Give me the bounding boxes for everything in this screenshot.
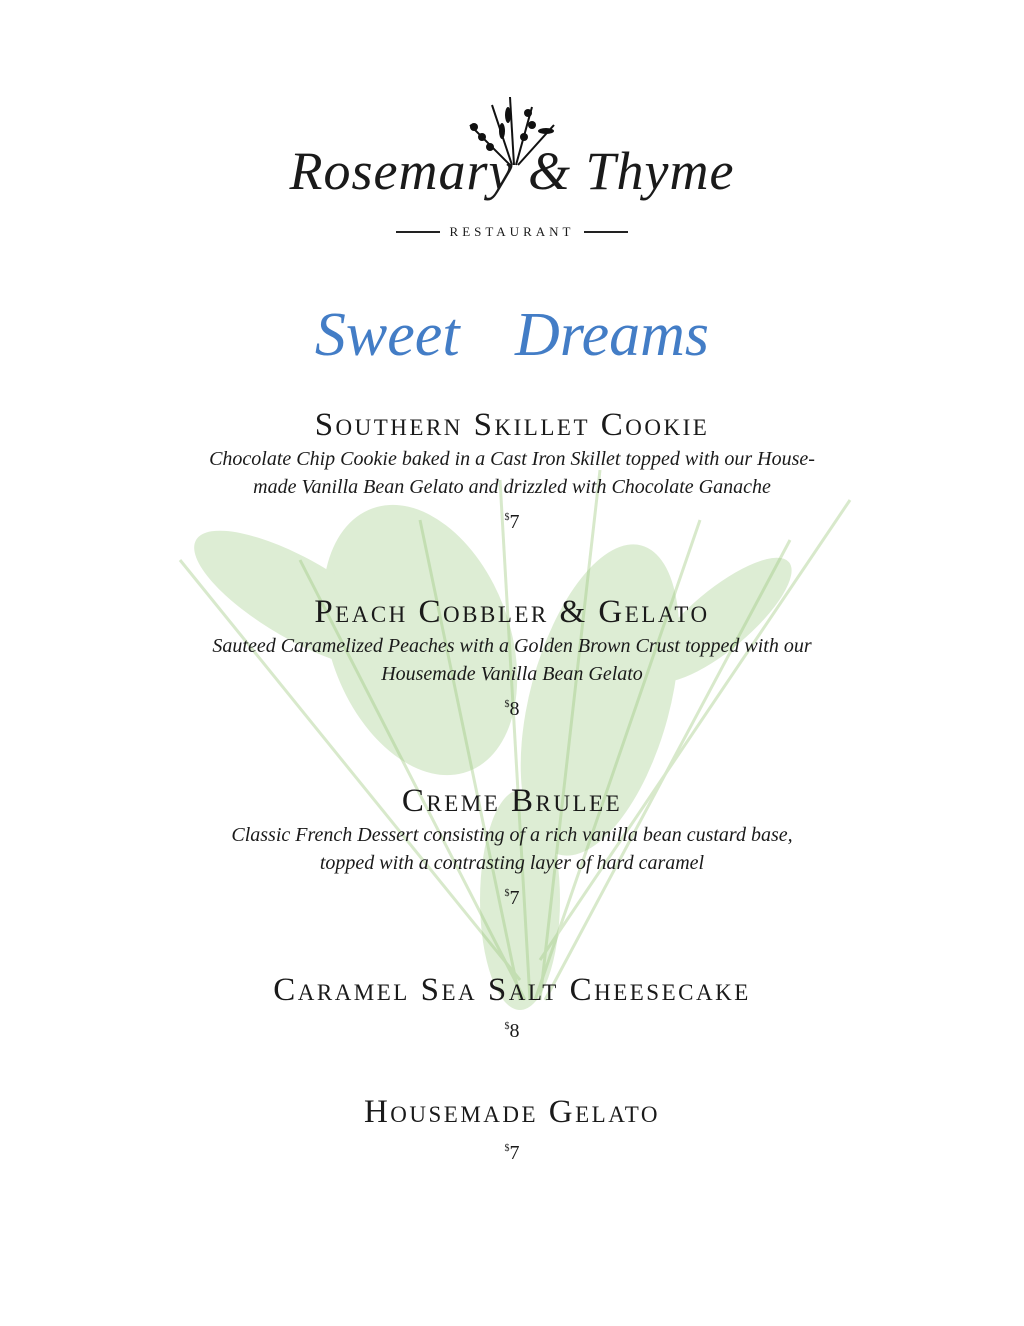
menu-item: [0, 405, 1024, 535]
menu-item-name: Housemade Gelato: [363, 1094, 661, 1130]
menu-item: [0, 1092, 1024, 1166]
menu-item: [0, 592, 1024, 722]
logo-subtitle-text: RESTAURANT: [449, 224, 575, 239]
price-value: 8: [509, 1020, 520, 1042]
menu-item-description: Housemade Vanilla Bean Gelato: [381, 663, 643, 685]
price-value: 7: [509, 511, 520, 533]
menu-item-description: topped with a contrasting layer of hard caramel: [319, 852, 705, 874]
menu-item-name: Peach Cobbler & Gelato: [314, 594, 710, 630]
price-value: 7: [509, 1142, 520, 1164]
menu-item-price: [0, 1014, 1024, 1044]
divider: [584, 231, 628, 233]
menu-item-price: [0, 692, 1024, 722]
restaurant-logo-subtitle: [0, 224, 1024, 240]
menu-item-description: Chocolate Chip Cookie baked in a Cast Iron Skillet topped with our House-: [209, 448, 815, 470]
menu-item-price: [0, 505, 1024, 535]
currency-symbol: $: [504, 1143, 510, 1154]
menu-item-name: Creme Brulee: [401, 783, 623, 819]
section-title: Sweet Dreams: [314, 301, 710, 369]
currency-symbol: $: [504, 699, 510, 710]
menu-item-price: [0, 881, 1024, 911]
menu-item-name: Caramel Sea Salt Cheesecake: [273, 972, 751, 1008]
restaurant-logo-name: Rosemary & Thyme: [289, 141, 735, 201]
price-value: 7: [509, 887, 520, 909]
menu-item-description: made Vanilla Bean Gelato and drizzled with Chocolate Ganache: [253, 476, 771, 498]
currency-symbol: $: [504, 1021, 510, 1032]
divider: [396, 231, 440, 233]
currency-symbol: $: [504, 512, 510, 523]
price-value: 8: [509, 698, 520, 720]
menu-item: [0, 970, 1024, 1044]
menu-item-name: Southern Skillet Cookie: [314, 407, 710, 443]
menu-item-description: Sauteed Caramelized Peaches with a Golden Brown Crust topped with our: [212, 635, 812, 657]
menu-item-description: Classic French Dessert consisting of a rich vanilla bean custard base,: [231, 824, 793, 846]
currency-symbol: $: [504, 888, 510, 899]
menu-item: [0, 781, 1024, 911]
menu-item-price: [0, 1136, 1024, 1166]
